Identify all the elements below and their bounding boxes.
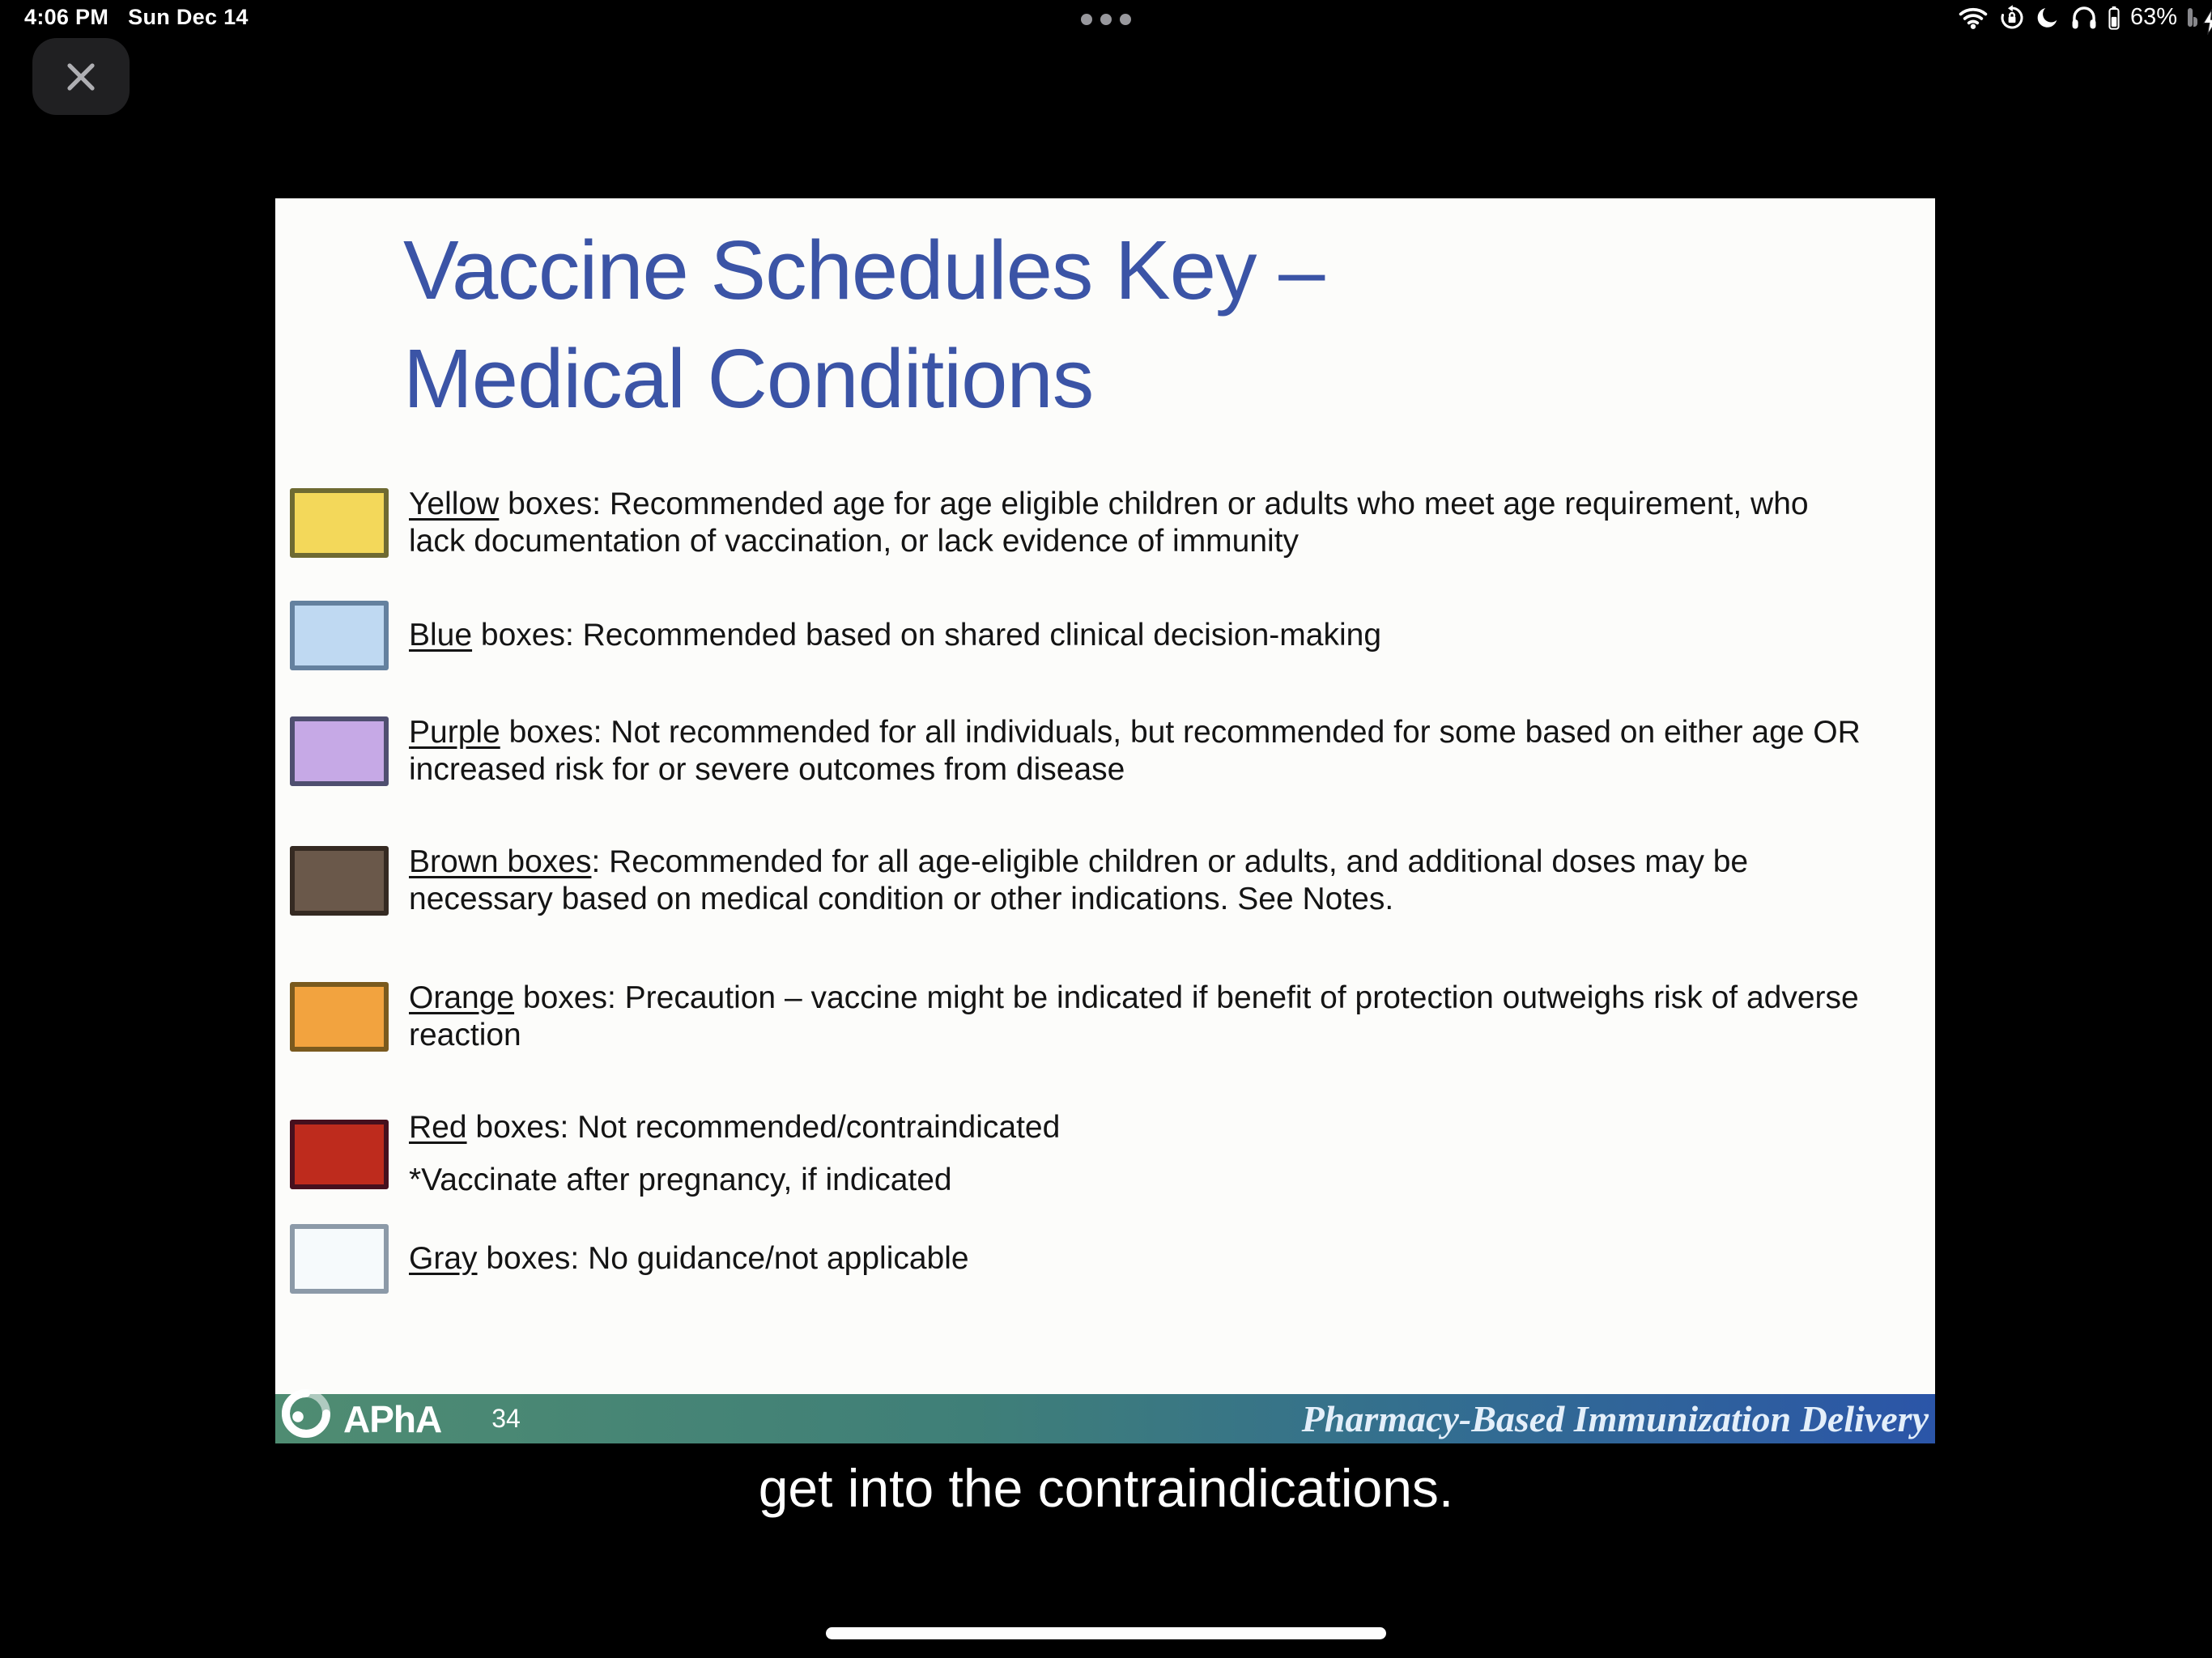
subtitle-caption: get into the contraindications. bbox=[758, 1458, 1454, 1518]
gray-swatch bbox=[290, 1224, 389, 1294]
red-swatch bbox=[290, 1120, 389, 1189]
rotation-lock-icon bbox=[1999, 5, 2025, 31]
title-line-1: Vaccine Schedules Key – bbox=[403, 223, 1325, 317]
blue-swatch bbox=[290, 601, 389, 670]
legend-item-orange bbox=[290, 980, 1901, 1054]
battery-percent: 63% bbox=[2129, 4, 2177, 30]
legend-text: Brown boxes: Recommended for all age-eligible children or adults, and additional doses may be necessary based on medical condition or other indications. See Notes. bbox=[409, 844, 1749, 916]
title-line-2: Medical Conditions bbox=[403, 332, 1094, 425]
slide-page-number: 34 bbox=[491, 1404, 521, 1433]
slide-footer bbox=[275, 1394, 1935, 1443]
battery-nub bbox=[2193, 17, 2197, 27]
headphones-battery-icon bbox=[2108, 6, 2120, 30]
moon-icon bbox=[2035, 6, 2060, 30]
wifi-icon bbox=[1958, 6, 1989, 30]
dot bbox=[1100, 14, 1112, 25]
headphones-icon bbox=[2070, 5, 2098, 31]
legend-text: Orange boxes: Precaution – vaccine might be indicated if benefit of protection outweighs risk of adverse reaction bbox=[409, 980, 1859, 1052]
legend-item-red bbox=[290, 1109, 1901, 1199]
legend-text: Yellow boxes: Recommended age for age eligible children or adults who meet age requirement, who lack documentation of vaccination, or lack evidence of immunity bbox=[409, 487, 1809, 559]
legend-item-blue bbox=[290, 601, 1901, 670]
page-title bbox=[403, 216, 1324, 433]
status-date: Sun Dec 14 bbox=[128, 5, 249, 29]
legend-text: Red boxes: Not recommended/contraindicated *Vaccinate after pregnancy, if indicated bbox=[409, 1109, 1870, 1199]
status-bar bbox=[0, 0, 2212, 36]
status-time-date bbox=[24, 5, 249, 30]
status-time: 4:06 PM bbox=[24, 5, 109, 29]
apha-logo-text: APhA bbox=[343, 1397, 442, 1440]
home-indicator[interactable] bbox=[826, 1627, 1386, 1639]
dot bbox=[1120, 14, 1131, 25]
legend-item-yellow bbox=[290, 486, 1901, 560]
purple-swatch bbox=[290, 716, 389, 786]
multitasking-indicator-icon[interactable] bbox=[1081, 14, 1131, 25]
legend-text: Purple boxes: Not recommended for all individuals, but recommended for some based on either age OR increased risk for or severe outcomes from disease bbox=[409, 715, 1861, 787]
orange-swatch bbox=[290, 982, 389, 1052]
brown-swatch bbox=[290, 846, 389, 916]
battery-charging-icon bbox=[2188, 8, 2193, 27]
legend-item-purple bbox=[290, 714, 1901, 789]
charging-bolt-icon bbox=[2201, 8, 2212, 36]
close-button[interactable] bbox=[32, 38, 130, 115]
legend-item-gray bbox=[290, 1224, 1901, 1294]
legend-note: *Vaccinate after pregnancy, if indicated bbox=[409, 1163, 952, 1197]
legend-item-brown bbox=[290, 844, 1901, 918]
legend-text: Blue boxes: Recommended based on shared clinical decision-making bbox=[409, 618, 1382, 653]
status-icons bbox=[1958, 4, 2193, 31]
dot bbox=[1081, 14, 1092, 25]
legend-text: Gray boxes: No guidance/not applicable bbox=[409, 1241, 969, 1276]
apha-logo-icon bbox=[280, 1388, 332, 1439]
yellow-swatch bbox=[290, 488, 389, 558]
slide bbox=[275, 198, 1935, 1443]
close-icon bbox=[62, 57, 100, 96]
footer-course-title: Pharmacy-Based Immunization Delivery bbox=[1301, 1398, 1929, 1439]
